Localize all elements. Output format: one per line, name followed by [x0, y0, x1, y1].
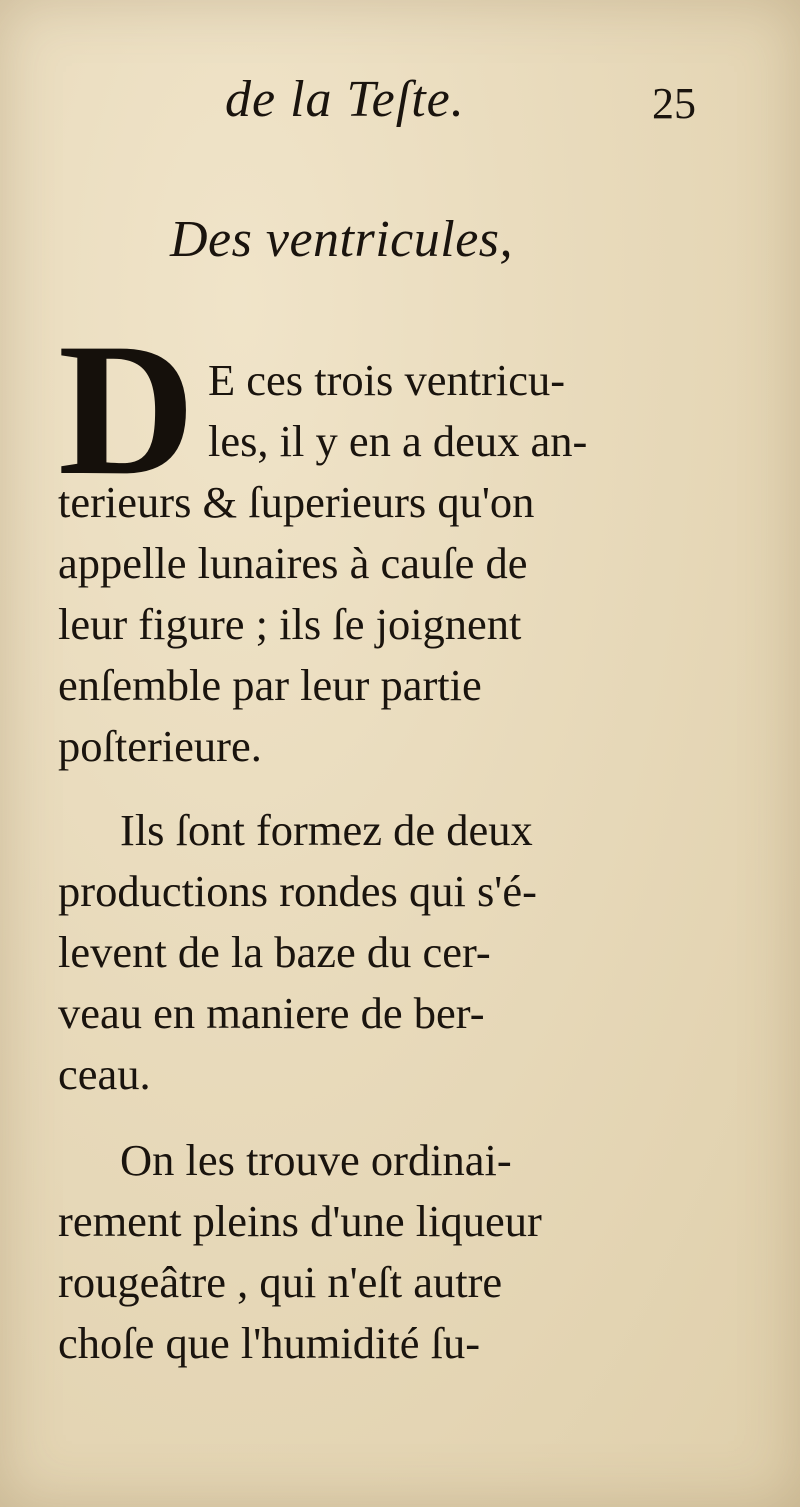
- section-title: Des ventricules,: [170, 211, 514, 268]
- text-line: On les trouve ordinai-: [120, 1135, 512, 1185]
- text-line: ceau.: [58, 1049, 151, 1099]
- paragraph-2: [58, 800, 708, 1105]
- text-line: terieurs & ſuperieurs qu'on: [58, 477, 535, 527]
- text-line: choſe que l'humidité ſu-: [58, 1318, 481, 1368]
- text-line: appelle lunaires à cauſe de: [58, 538, 528, 588]
- text-line: Ils ſont formez de deux: [120, 805, 533, 855]
- text-line: enſemble par leur partie: [58, 660, 482, 710]
- text-line: rougeâtre , qui n'eſt autre: [58, 1257, 503, 1307]
- drop-cap: D: [58, 305, 196, 515]
- text-line: levent de la baze du cer-: [58, 927, 491, 977]
- paragraph-3: [58, 1130, 708, 1374]
- text-line: rement pleins d'une liqueur: [58, 1196, 542, 1246]
- running-head: de la Teſte.: [225, 71, 465, 128]
- text-line: E ces trois ventricu-: [208, 355, 566, 405]
- text-line: les, il y en a deux an-: [208, 416, 588, 466]
- page-number: 25: [652, 79, 696, 128]
- text-line: veau en maniere de ber-: [58, 988, 485, 1038]
- paragraph-1: [58, 350, 708, 777]
- text-line: productions rondes qui s'é-: [58, 866, 537, 916]
- text-line: leur figure ; ils ſe joignent: [58, 599, 522, 649]
- text-line: poſterieure.: [58, 721, 262, 771]
